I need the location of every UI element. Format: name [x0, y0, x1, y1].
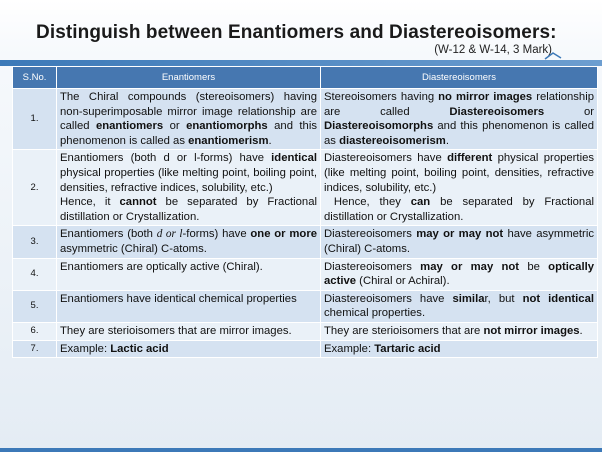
row-number: 2.	[13, 150, 57, 226]
row-number: 6.	[13, 322, 57, 340]
enantiomers-cell: Enantiomers are optically active (Chiral).	[57, 258, 321, 290]
table-row	[13, 322, 598, 340]
table-header-row	[13, 67, 598, 89]
enantiomers-cell: Example: Lactic acid	[57, 340, 321, 358]
diastereoisomers-cell: Diastereoisomers may or may not have asymmetric (Chiral) C-atoms.	[321, 226, 598, 258]
table-row	[13, 226, 598, 258]
enantiomers-cell: Enantiomers (both d or l-forms) have one or more asymmetric (Chiral) C-atoms.	[57, 226, 321, 258]
row-number: 3.	[13, 226, 57, 258]
table-row	[13, 290, 598, 322]
row-number: 1.	[13, 89, 57, 150]
column-header-diastereoisomers: Diastereoisomers	[321, 67, 598, 89]
diastereoisomers-cell: They are sterioisomers that are not mirror images.	[321, 322, 598, 340]
table-row	[13, 89, 598, 150]
table-row	[13, 340, 598, 358]
diastereoisomers-cell: Stereoisomers having no mirror images relationship are called Diastereoisomers or Diastereoisomorphs and this phenomenon is called as diastereoisomerism.	[321, 89, 598, 150]
row-number: 7.	[13, 340, 57, 358]
diastereoisomers-cell: Diastereoisomers have different physical properties (like melting point, boiling point, densities, refractive indices, solubility, etc.) Hence, they can be separated by Fractional distillation or Crystallization.	[321, 150, 598, 226]
table-row	[13, 258, 598, 290]
enantiomers-cell: Enantiomers have identical chemical properties	[57, 290, 321, 322]
column-header-sno: S.No.	[13, 67, 57, 89]
slide-title: Distinguish between Enantiomers and Diastereoisomers:	[36, 22, 557, 43]
diastereoisomers-cell: Diastereoisomers may or may not be optically active (Chiral or Achiral).	[321, 258, 598, 290]
row-number: 5.	[13, 290, 57, 322]
column-header-enantiomers: Enantiomers	[57, 67, 321, 89]
table-row	[13, 150, 598, 226]
diastereoisomers-cell: Diastereoisomers have similar, but not identical chemical properties.	[321, 290, 598, 322]
enantiomers-cell: They are sterioisomers that are mirror images.	[57, 322, 321, 340]
tick-decoration-icon	[544, 52, 562, 60]
enantiomers-cell: The Chiral compounds (stereoisomers) having non-superimposable mirror image relationship are called enantiomers or enantiomorphs and this phenomenon is called as enantiomerism.	[57, 89, 321, 150]
slide-subtitle: (W-12 & W-14, 3 Mark)	[434, 44, 552, 56]
row-number: 4.	[13, 258, 57, 290]
diastereoisomers-cell: Example: Tartaric acid	[321, 340, 598, 358]
enantiomers-cell: Enantiomers (both d or l-forms) have identical physical properties (like melting point, boiling point, densities, refractive indices, solubility, etc.) Hence, it cannot be separated by Fractional distillation or Crystallization.	[57, 150, 321, 226]
bottom-accent-strip	[0, 448, 602, 452]
comparison-table	[12, 66, 598, 358]
